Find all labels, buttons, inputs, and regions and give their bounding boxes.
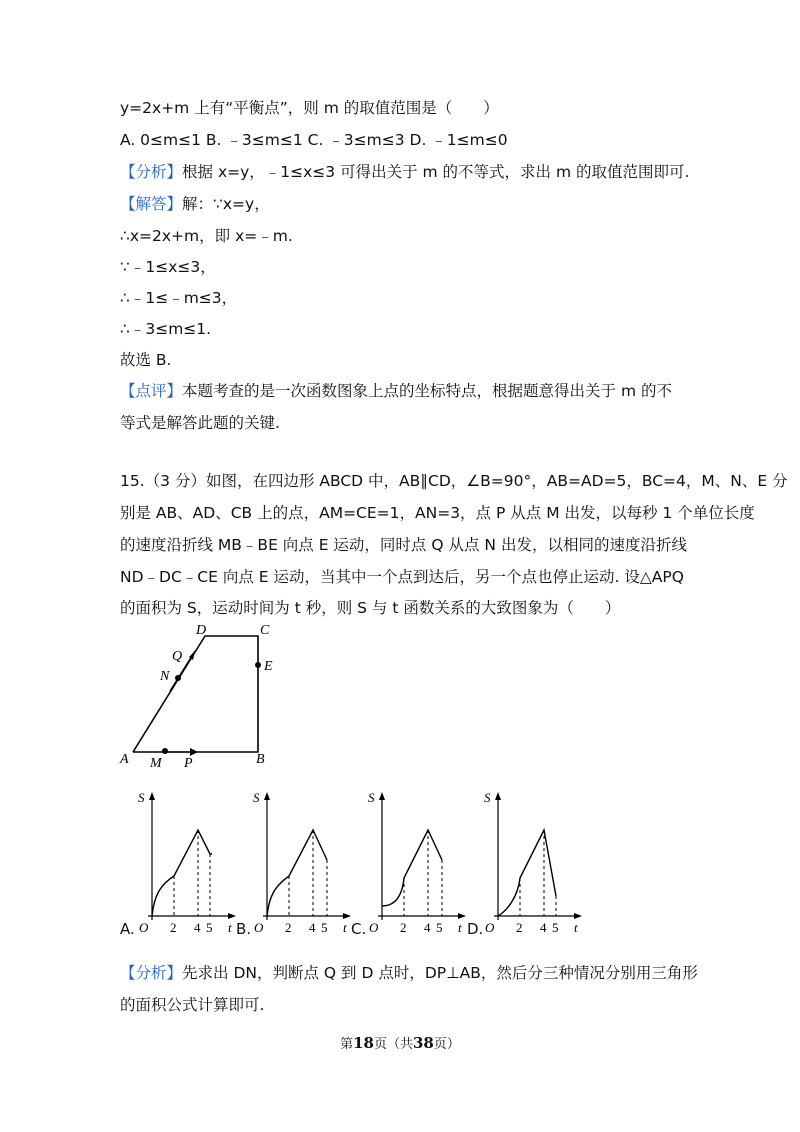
q15-line-4: ND﹣DC﹣CE 向点 E 运动，当其中一个点到达后，另一个点也停止运动. 设△APQ: [120, 568, 684, 586]
y-axis-label: S: [368, 790, 375, 805]
y-axis-label: S: [253, 790, 260, 805]
s-t-curve: [382, 830, 442, 906]
q14-options: A. 0≤m≤1 B. ﹣3≤m≤1 C. ﹣3≤m≤3 D. ﹣1≤m≤0: [120, 131, 508, 149]
q15-analysis-2: 的面积公式计算即可.: [120, 996, 265, 1014]
footer-mid: 页（共: [373, 1037, 413, 1052]
label-A: A: [120, 752, 129, 767]
label-P: P: [184, 756, 193, 770]
q14-choice: 故选 B.: [120, 351, 172, 369]
q14-step-4: ∴﹣3≤m≤1.: [120, 320, 212, 338]
page-total: 38: [413, 1034, 434, 1052]
label-E: E: [264, 659, 273, 674]
tick-label: 4: [309, 920, 316, 935]
analysis-text: 根据 x=y，﹣1≤x≤3 可得出关于 m 的不等式，求出 m 的取值范围即可.: [182, 163, 690, 181]
x-axis-arrow: [343, 913, 351, 919]
option-d-label: D.: [467, 920, 484, 938]
option-graph-a: [136, 788, 241, 938]
tick-label: 2: [285, 920, 292, 935]
page-footer: [0, 1033, 800, 1052]
x-axis-arrow: [574, 913, 582, 919]
origin-label: O: [139, 920, 149, 935]
option-a-label: A.: [120, 920, 135, 938]
answer-intro: 解：∵x=y，: [182, 195, 270, 213]
analysis-tag: 【分析】: [120, 163, 183, 181]
analysis-tag: 【分析】: [120, 964, 183, 982]
y-axis-arrow: [379, 792, 385, 800]
tick-label: 2: [516, 920, 523, 935]
s-t-curve: [152, 830, 212, 916]
x-axis-label: t: [343, 920, 347, 935]
q15-line-3: 的速度沿折线 MB﹣BE 向点 E 运动，同时点 Q 从点 N 出发，以相同的速度沿折线: [120, 536, 687, 554]
footer-post: 页）: [433, 1037, 460, 1052]
tick-label: 5: [552, 920, 559, 935]
q15-line-1: 15.（3 分）如图，在四边形 ABCD 中，AB∥CD，∠B=90°，AB=AD=5，BC=4，M、N、E 分: [120, 472, 788, 490]
comment-tag: 【点评】: [120, 382, 183, 400]
option-graph-d: [482, 788, 587, 938]
x-axis-arrow: [228, 913, 236, 919]
q14-step-2: ∵﹣1≤x≤3，: [120, 258, 216, 276]
x-axis-arrow: [458, 913, 466, 919]
q15-line-2: 别是 AB、AD、CB 上的点，AM=CE=1，AN=3，点 P 从点 M 出发，以每秒 1 个单位长度: [120, 504, 755, 522]
q14-step-3: ∴﹣1≤﹣m≤3，: [120, 289, 238, 307]
label-B: B: [256, 752, 265, 767]
y-axis-label: S: [138, 790, 145, 805]
tick-label: 5: [206, 920, 213, 935]
q14-step-1: ∴x=2x+m，即 x=﹣m.: [120, 227, 293, 245]
s-t-curve: [267, 830, 327, 916]
tick-label: 5: [436, 920, 443, 935]
q14-analysis: [120, 162, 689, 182]
y-axis-arrow: [149, 792, 155, 800]
y-axis-arrow: [264, 792, 270, 800]
q15-line-5: 的面积为 S，运动时间为 t 秒，则 S 与 t 函数关系的大致图象为（ ）: [120, 599, 621, 617]
x-axis-label: t: [458, 920, 462, 935]
tick-label: 4: [424, 920, 431, 935]
tick-label: 2: [170, 920, 177, 935]
x-axis-label: t: [228, 920, 232, 935]
footer-pre: 第: [340, 1037, 354, 1052]
q14-comment-2: 等式是解答此题的关键.: [120, 414, 280, 432]
comment-text-1: 本题考查的是一次函数图象上点的坐标特点，根据题意得出关于 m 的不: [182, 382, 672, 400]
tick-label: 2: [400, 920, 407, 935]
q14-answer: [120, 194, 270, 214]
x-axis-label: t: [574, 920, 578, 935]
quadrilateral-figure: [110, 620, 280, 770]
label-N: N: [160, 669, 170, 684]
y-axis-label: S: [484, 790, 491, 805]
q14-stem: y=2x+m 上有“平衡点”，则 m 的取值范围是（ ）: [120, 99, 499, 117]
label-M: M: [150, 756, 162, 770]
s-t-curve: [498, 830, 556, 916]
option-graph-b: [251, 788, 356, 938]
option-c-label: C.: [351, 920, 367, 938]
tick-label: 4: [540, 920, 547, 935]
q15-analysis-text-1: 先求出 DN，判断点 Q 到 D 点时，DP⊥AB，然后分三种情况分别用三角形: [182, 964, 698, 982]
option-b-label: B.: [236, 920, 252, 938]
origin-label: O: [485, 920, 495, 935]
q15-analysis: [120, 963, 698, 983]
y-axis-arrow: [495, 792, 501, 800]
label-Q: Q: [172, 649, 183, 664]
origin-label: O: [369, 920, 379, 935]
page-number: 18: [353, 1034, 374, 1052]
origin-label: O: [254, 920, 264, 935]
option-graph-c: [366, 788, 471, 938]
label-D: D: [196, 623, 207, 638]
tick-label: 4: [194, 920, 201, 935]
label-C: C: [260, 623, 270, 638]
tick-label: 5: [321, 920, 328, 935]
q14-comment: [120, 381, 672, 401]
answer-tag: 【解答】: [120, 195, 183, 213]
